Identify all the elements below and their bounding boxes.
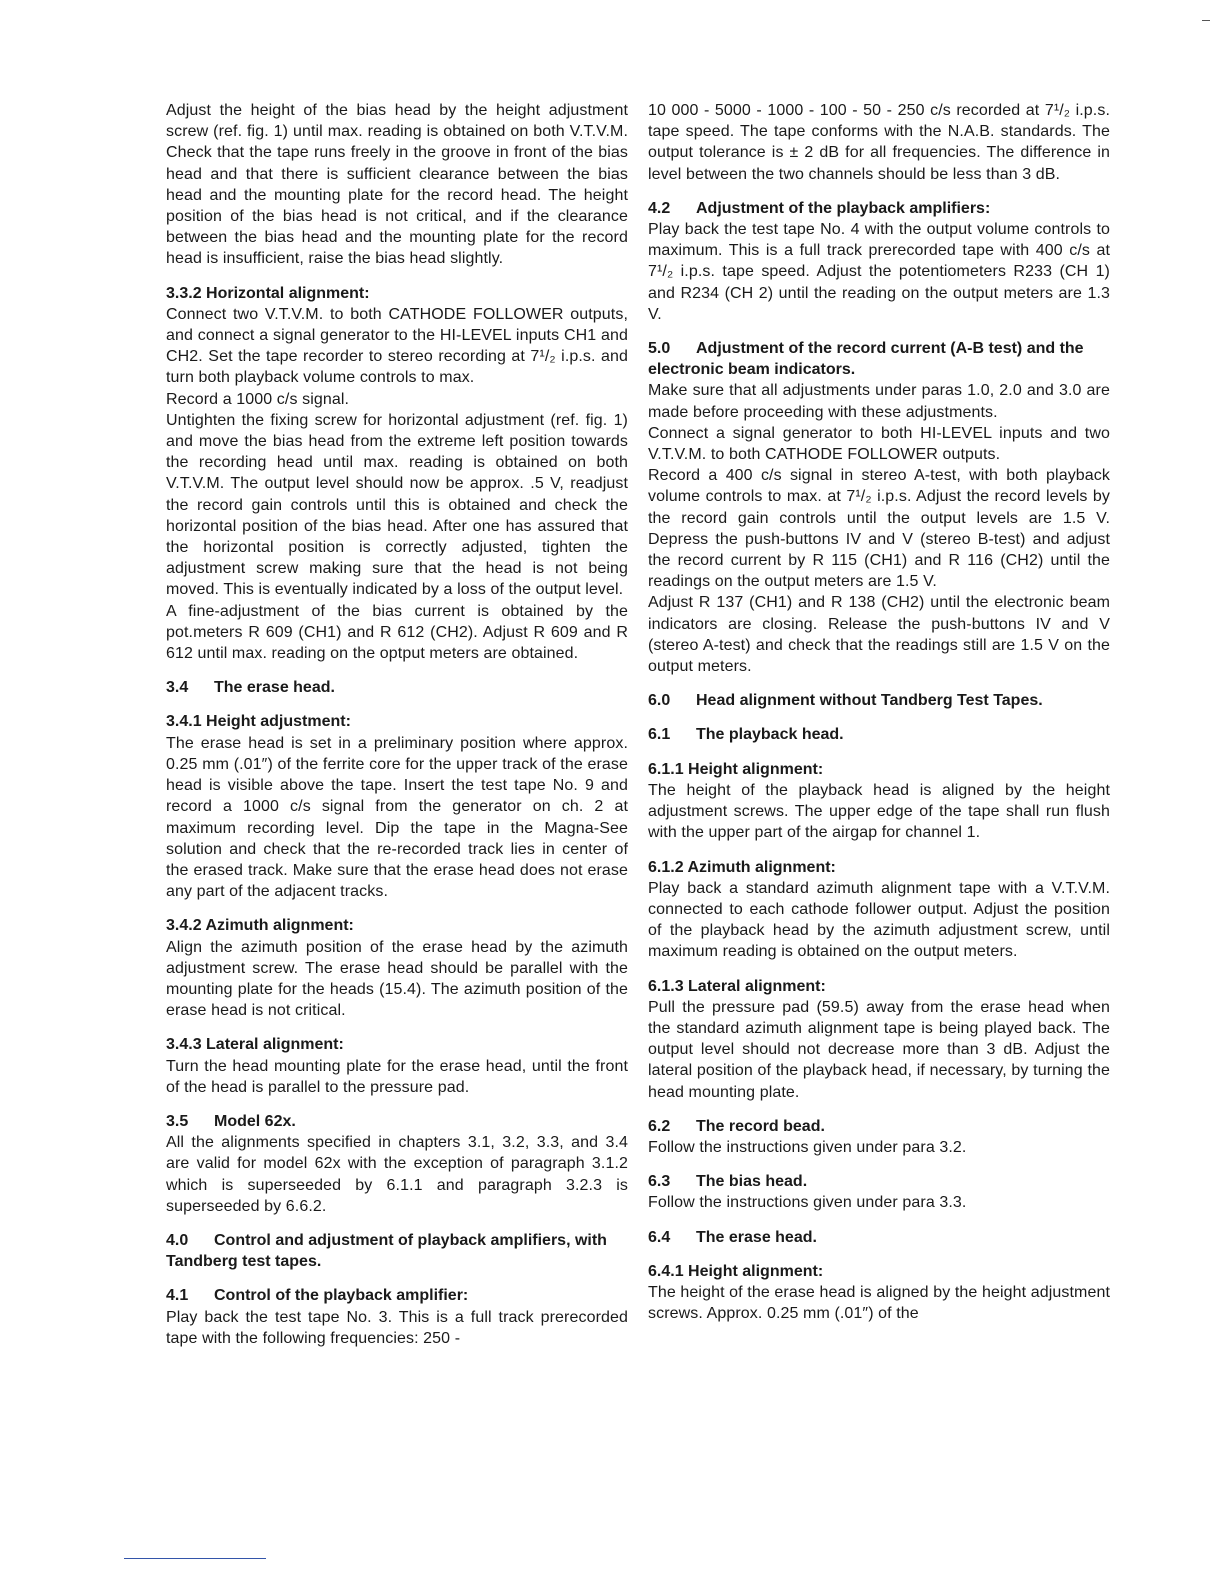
heading-title: Model 62x. [214, 1112, 296, 1130]
heading-6-4-1: 6.4.1 Height alignment: [648, 1262, 824, 1280]
heading-4-1 [166, 1285, 628, 1306]
heading-title: Control of the playback amplifier: [214, 1287, 469, 1305]
heading-3-5 [166, 1111, 628, 1132]
paragraph-6-4-1: The height of the erase head is aligned by the height adjustment screws. Approx. 0.25 mm (.01″) of the [648, 1283, 1110, 1323]
heading-5-0 [648, 338, 1110, 380]
heading-6-1 [648, 724, 1110, 745]
paragraph-3-3-2-d: A fine-adjustment of the bias current is obtained by the pot.meters R 609 (CH1) and R 612 (CH2). Adjust R 609 and R 612 until max. reading on the optput meters are obtained. [166, 602, 628, 663]
heading-number: 4.0 [166, 1231, 189, 1249]
paragraph-3-4-2: Align the azimuth position of the erase head by the azimuth adjustment screw. The erase head should be parallel with the mounting plate for the heads (15.4). The azimuth position of the erase head is not critical. [166, 938, 628, 1020]
heading-6-4 [648, 1227, 1110, 1248]
corner-mark [1202, 20, 1210, 21]
paragraph-3-3-2-b: Record a 1000 c/s signal. [166, 390, 350, 408]
paragraph-4-1: Play back the test tape No. 3. This is a full track prerecorded tape with the following frequencies: 250 - [166, 1308, 628, 1347]
heading-3-4-2: 3.4.2 Azimuth alignment: [166, 917, 354, 935]
heading-6-1-1: 6.1.1 Height alignment: [648, 760, 824, 778]
heading-title: The erase head. [214, 679, 335, 697]
right-column [648, 100, 1110, 1324]
heading-title: Adjustment of the playback amplifiers: [696, 199, 991, 217]
heading-number: 4.1 [166, 1287, 189, 1305]
heading-number: 6.3 [648, 1173, 671, 1191]
heading-number: 3.4 [166, 679, 189, 697]
heading-title: The playback head. [696, 726, 844, 744]
heading-number: 6.0 [648, 692, 671, 710]
heading-3-4-1: 3.4.1 Height adjustment: [166, 713, 351, 731]
paragraph-3-5: All the alignments specified in chapters 3.1, 3.2, 3.3, and 3.4 are valid for model 62x with the exception of paragraph 3.1.2 which is superseeded by 6.1.1 and paragraph 3.2.3 is superseeded by 6.6.2. [166, 1134, 628, 1215]
paragraph-bias-height: Adjust the height of the bias head by the height adjustment screw (ref. fig. 1) until max. reading is obtained on both V.T.V.M. Check that the tape runs freely in the groove in front of the bias head and that there is sufficient clearance between the bias head and the mounting plate for the record head. The height position of the bias head is not critical, and if the clearance between the bias head and the mounting plate for the record head is insufficient, raise the bias head slightly. [166, 102, 628, 268]
heading-3-3-2: 3.3.2 Horizontal alignment: [166, 284, 370, 302]
paragraph-6-2: Follow the instructions given under para 3.2. [648, 1138, 967, 1156]
heading-3-4 [166, 677, 628, 698]
heading-number: 5.0 [648, 340, 671, 358]
bottom-rule [124, 1558, 266, 1559]
paragraph-6-1-1: The height of the playback head is aligned by the height adjustment screws. The upper edge of the tape shall run flush with the upper part of the airgap for channel 1. [648, 781, 1110, 842]
paragraph-6-1-3: Pull the pressure pad (59.5) away from the erase head when the standard azimuth alignment tape is being played back. The output level should not decrease more than 3 dB. Adjust the lateral position of the playback head, if necessary, by turning the head mounting plate. [648, 998, 1110, 1101]
paragraph-5-0-a: Make sure that all adjustments under paras 1.0, 2.0 and 3.0 are made before proceeding with these adjustments. [648, 382, 1110, 421]
heading-title: The bias head. [696, 1173, 808, 1191]
heading-title: Control and adjustment of playback amplifiers, with Tandberg test tapes. [166, 1231, 607, 1271]
paragraph-6-3: Follow the instructions given under para 3.3. [648, 1194, 967, 1212]
heading-6-1-2: 6.1.2 Azimuth alignment: [648, 858, 836, 876]
heading-number: 3.5 [166, 1112, 189, 1130]
heading-number: 6.2 [648, 1117, 671, 1135]
paragraph-6-1-2: Play back a standard azimuth alignment tape with a V.T.V.M. connected to each cathode follower output. Adjust the position of the playback head by the azimuth adjustment screw, until maximum reading is obtained on the output meters. [648, 879, 1110, 961]
paragraph-3-4-3: Turn the head mounting plate for the erase head, until the front of the head is parallel to the pressure pad. [166, 1057, 628, 1096]
paragraph-5-0-c: Record a 400 c/s signal in stereo A-test, with both playback volume controls to max. at 7¹/₂ i.p.s. Adjust the record levels by the record gain controls until the output levels are 1.5 V. Depress the push-buttons IV and V (stereo B-test) and adjust the record current by R 115 (CH1) and R 116 (CH2) until the readings on the output meters are 1.5 V. [648, 467, 1110, 591]
heading-6-1-3: 6.1.3 Lateral alignment: [648, 977, 826, 995]
paragraph-5-0-d: Adjust R 137 (CH1) and R 138 (CH2) until the electronic beam indicators are closing. Release the push-buttons IV and V (stereo A-test) and check that the readings still are 1.5 V on the output meters. [648, 594, 1110, 676]
paragraph-4-2: Play back the test tape No. 4 with the output volume controls to maximum. This is a full track prerecorded tape with 400 c/s at 7¹/₂ i.p.s. tape speed. Adjust the potentiometers R233 (CH 1) and R234 (CH 2) until the reading on the output meters are 1.3 V. [648, 221, 1110, 323]
heading-number: 6.1 [648, 726, 671, 744]
paragraph-3-4-1: The erase head is set in a preliminary position where approx. 0.25 mm (.01″) of the ferrite core for the upper track of the erase head is visible above the tape. Insert the test tape No. 9 and record a 1000 c/s signal from the generator on ch. 2 at maximum recording level. Dip the tape in the Magna-See solution and check that the re-recorded track lies in center of the erased track. Make sure that the erase head does not erase any part of the adjacent tracks. [166, 734, 628, 901]
heading-number: 4.2 [648, 199, 671, 217]
heading-3-4-3: 3.4.3 Lateral alignment: [166, 1036, 344, 1054]
left-column [166, 100, 628, 1349]
paragraph-3-3-2-c: Untighten the fixing screw for horizontal adjustment (ref. fig. 1) and move the bias head from the extreme left position towards the recording head until max. reading is obtained on both V.T.V.M. The output level should now be approx. .5 V, readjust the record gain controls until this is obtained and check the horizontal position of the bias head. After one has assured that the horizontal position is correctly adjusted, tighten the adjustment screw making sure that the head is not being moved. This is eventually indicated by a loss of the output level. [166, 411, 628, 599]
heading-title: The erase head. [696, 1228, 817, 1246]
paragraph-4-1-continued: 10 000 - 5000 - 1000 - 100 - 50 - 250 c/s recorded at 7¹/₂ i.p.s. tape speed. The tape conforms with the N.A.B. standards. The output tolerance is ± 2 dB for all frequencies. The difference in level between the two channels should be less than 3 dB. [648, 102, 1110, 183]
heading-number: 6.4 [648, 1228, 671, 1246]
heading-6-3 [648, 1171, 1110, 1192]
heading-title: Head alignment without Tandberg Test Tapes. [696, 692, 1043, 710]
heading-title: Adjustment of the record current (A-B test) and the electronic beam indicators. [648, 340, 1084, 379]
heading-title: The record bead. [696, 1117, 825, 1135]
heading-6-2 [648, 1116, 1110, 1137]
heading-4-0 [166, 1230, 628, 1272]
heading-4-2 [648, 198, 1110, 219]
paragraph-5-0-b: Connect a signal generator to both HI-LEVEL inputs and two V.T.V.M. to both CATHODE FOLLOWER outputs. [648, 424, 1110, 464]
heading-6-0 [648, 690, 1110, 711]
paragraph-3-3-2-a: Connect two V.T.V.M. to both CATHODE FOLLOWER outputs, and connect a signal generator to the HI-LEVEL inputs CH1 and CH2. Set the tape recorder to stereo recording at 7¹/₂ i.p.s. and turn both playback volume controls to max. [166, 305, 628, 387]
